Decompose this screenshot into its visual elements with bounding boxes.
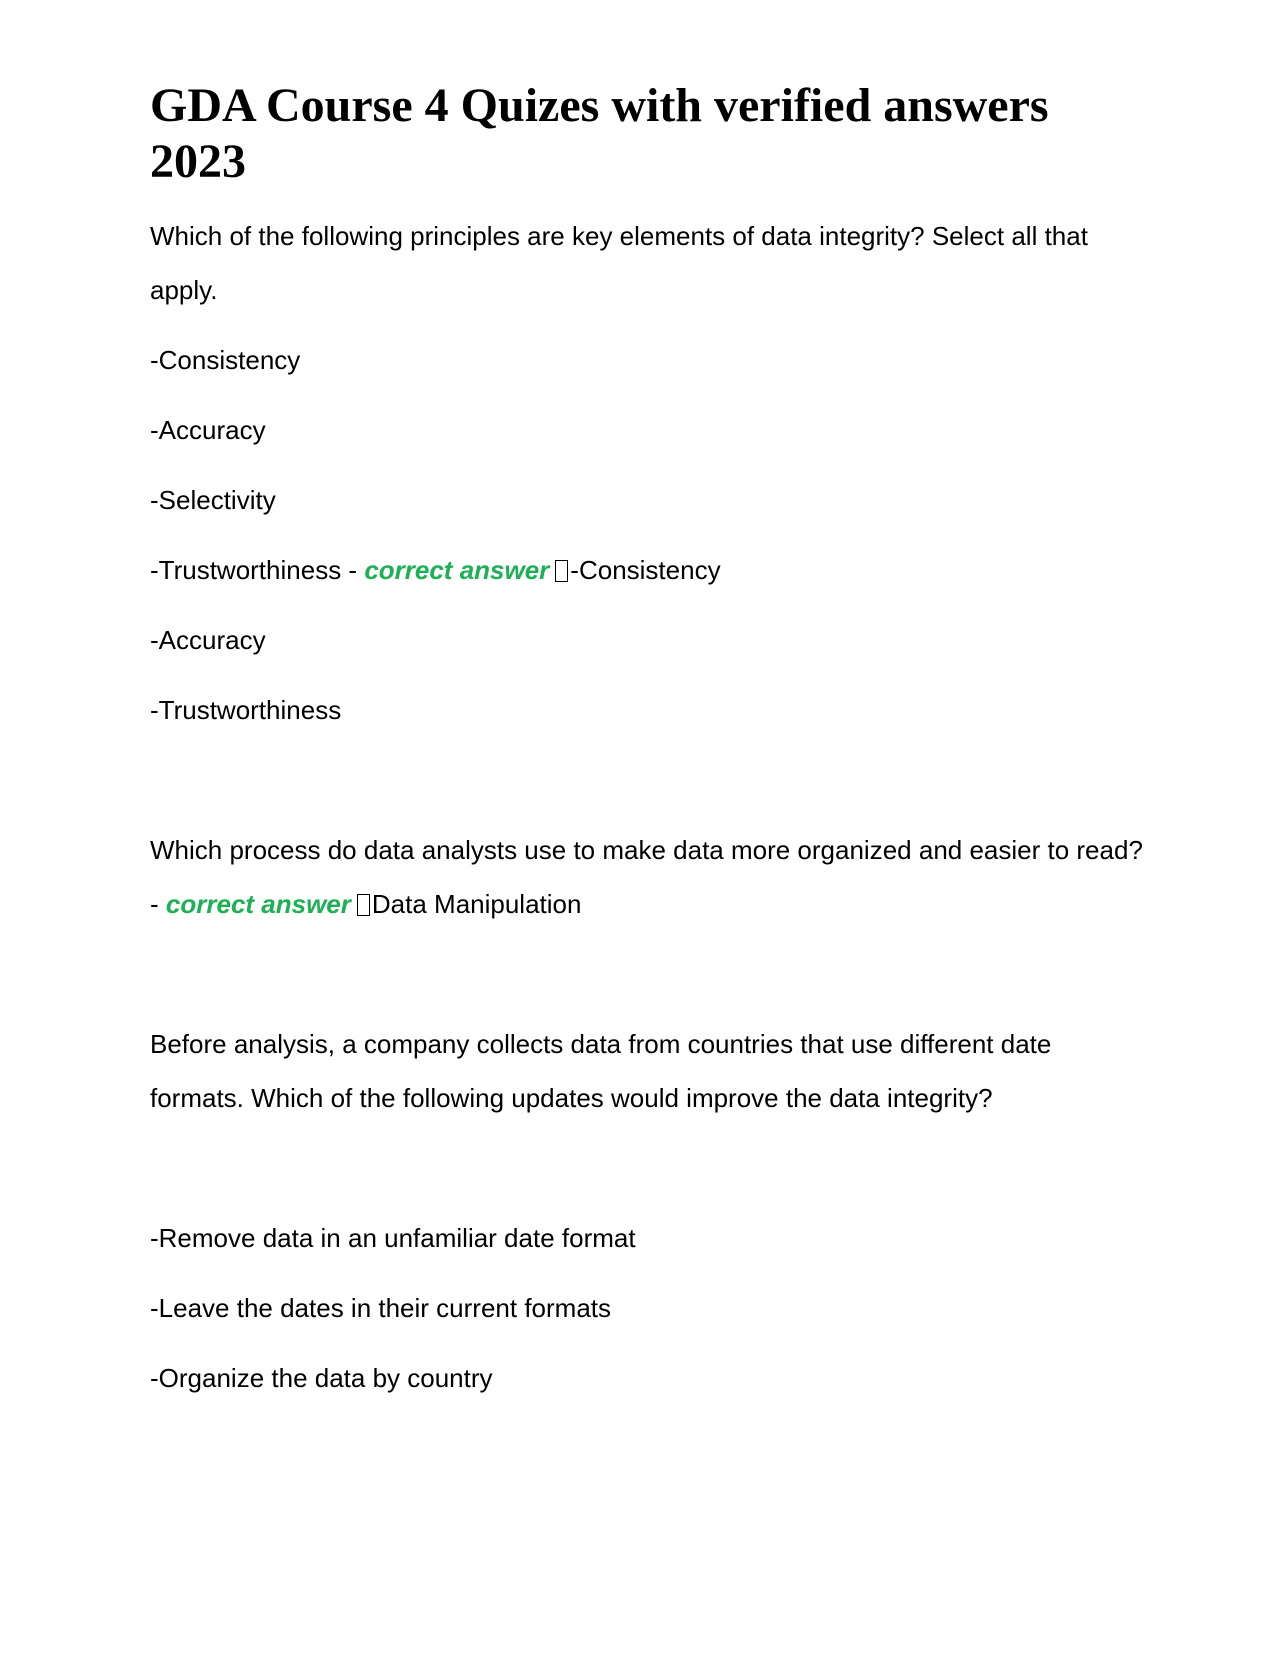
question-1-option: -Accuracy [150, 415, 266, 445]
answer-text: Data Manipulation [371, 889, 582, 919]
question-1-prompt: Which of the following principles are key elements of data integrity? Select all that apply. [150, 221, 1088, 305]
spacer [150, 1141, 1150, 1211]
question-3-option: -Organize the data by country [150, 1363, 493, 1393]
question-3-prompt: Before analysis, a company collects data from countries that use different date formats. Which of the following updates would improve the data integrity? [150, 1029, 1052, 1113]
question-3-option: -Leave the dates in their current formats [150, 1293, 612, 1323]
question-1 [150, 209, 1150, 737]
question-text: Which process do data analysts use to make data more organized and easier to read? - [150, 835, 1143, 919]
option-text: -Trustworthiness - [150, 555, 358, 585]
question-3-option: -Remove data in an unfamiliar date format [150, 1223, 636, 1253]
document-page [150, 78, 1150, 1421]
correct-answer-label: correct answer [165, 889, 351, 919]
question-2-prompt [150, 823, 1150, 931]
question-1-option: -Selectivity [150, 485, 276, 515]
question-3 [150, 1017, 1150, 1405]
answer-continuation: -Trustworthiness [150, 695, 342, 725]
question-2 [150, 823, 1150, 931]
missing-glyph-icon [357, 894, 370, 916]
question-1-answer-line [150, 543, 1150, 597]
answer-text: -Consistency [570, 555, 721, 585]
document-title: GDA Course 4 Quizes with verified answers 2023 [150, 79, 1049, 188]
question-1-option: -Consistency [150, 345, 301, 375]
missing-glyph-icon [555, 560, 568, 582]
answer-continuation: -Accuracy [150, 625, 266, 655]
spacer [150, 753, 1150, 823]
spacer [150, 947, 1150, 1017]
correct-answer-label: correct answer [364, 555, 550, 585]
